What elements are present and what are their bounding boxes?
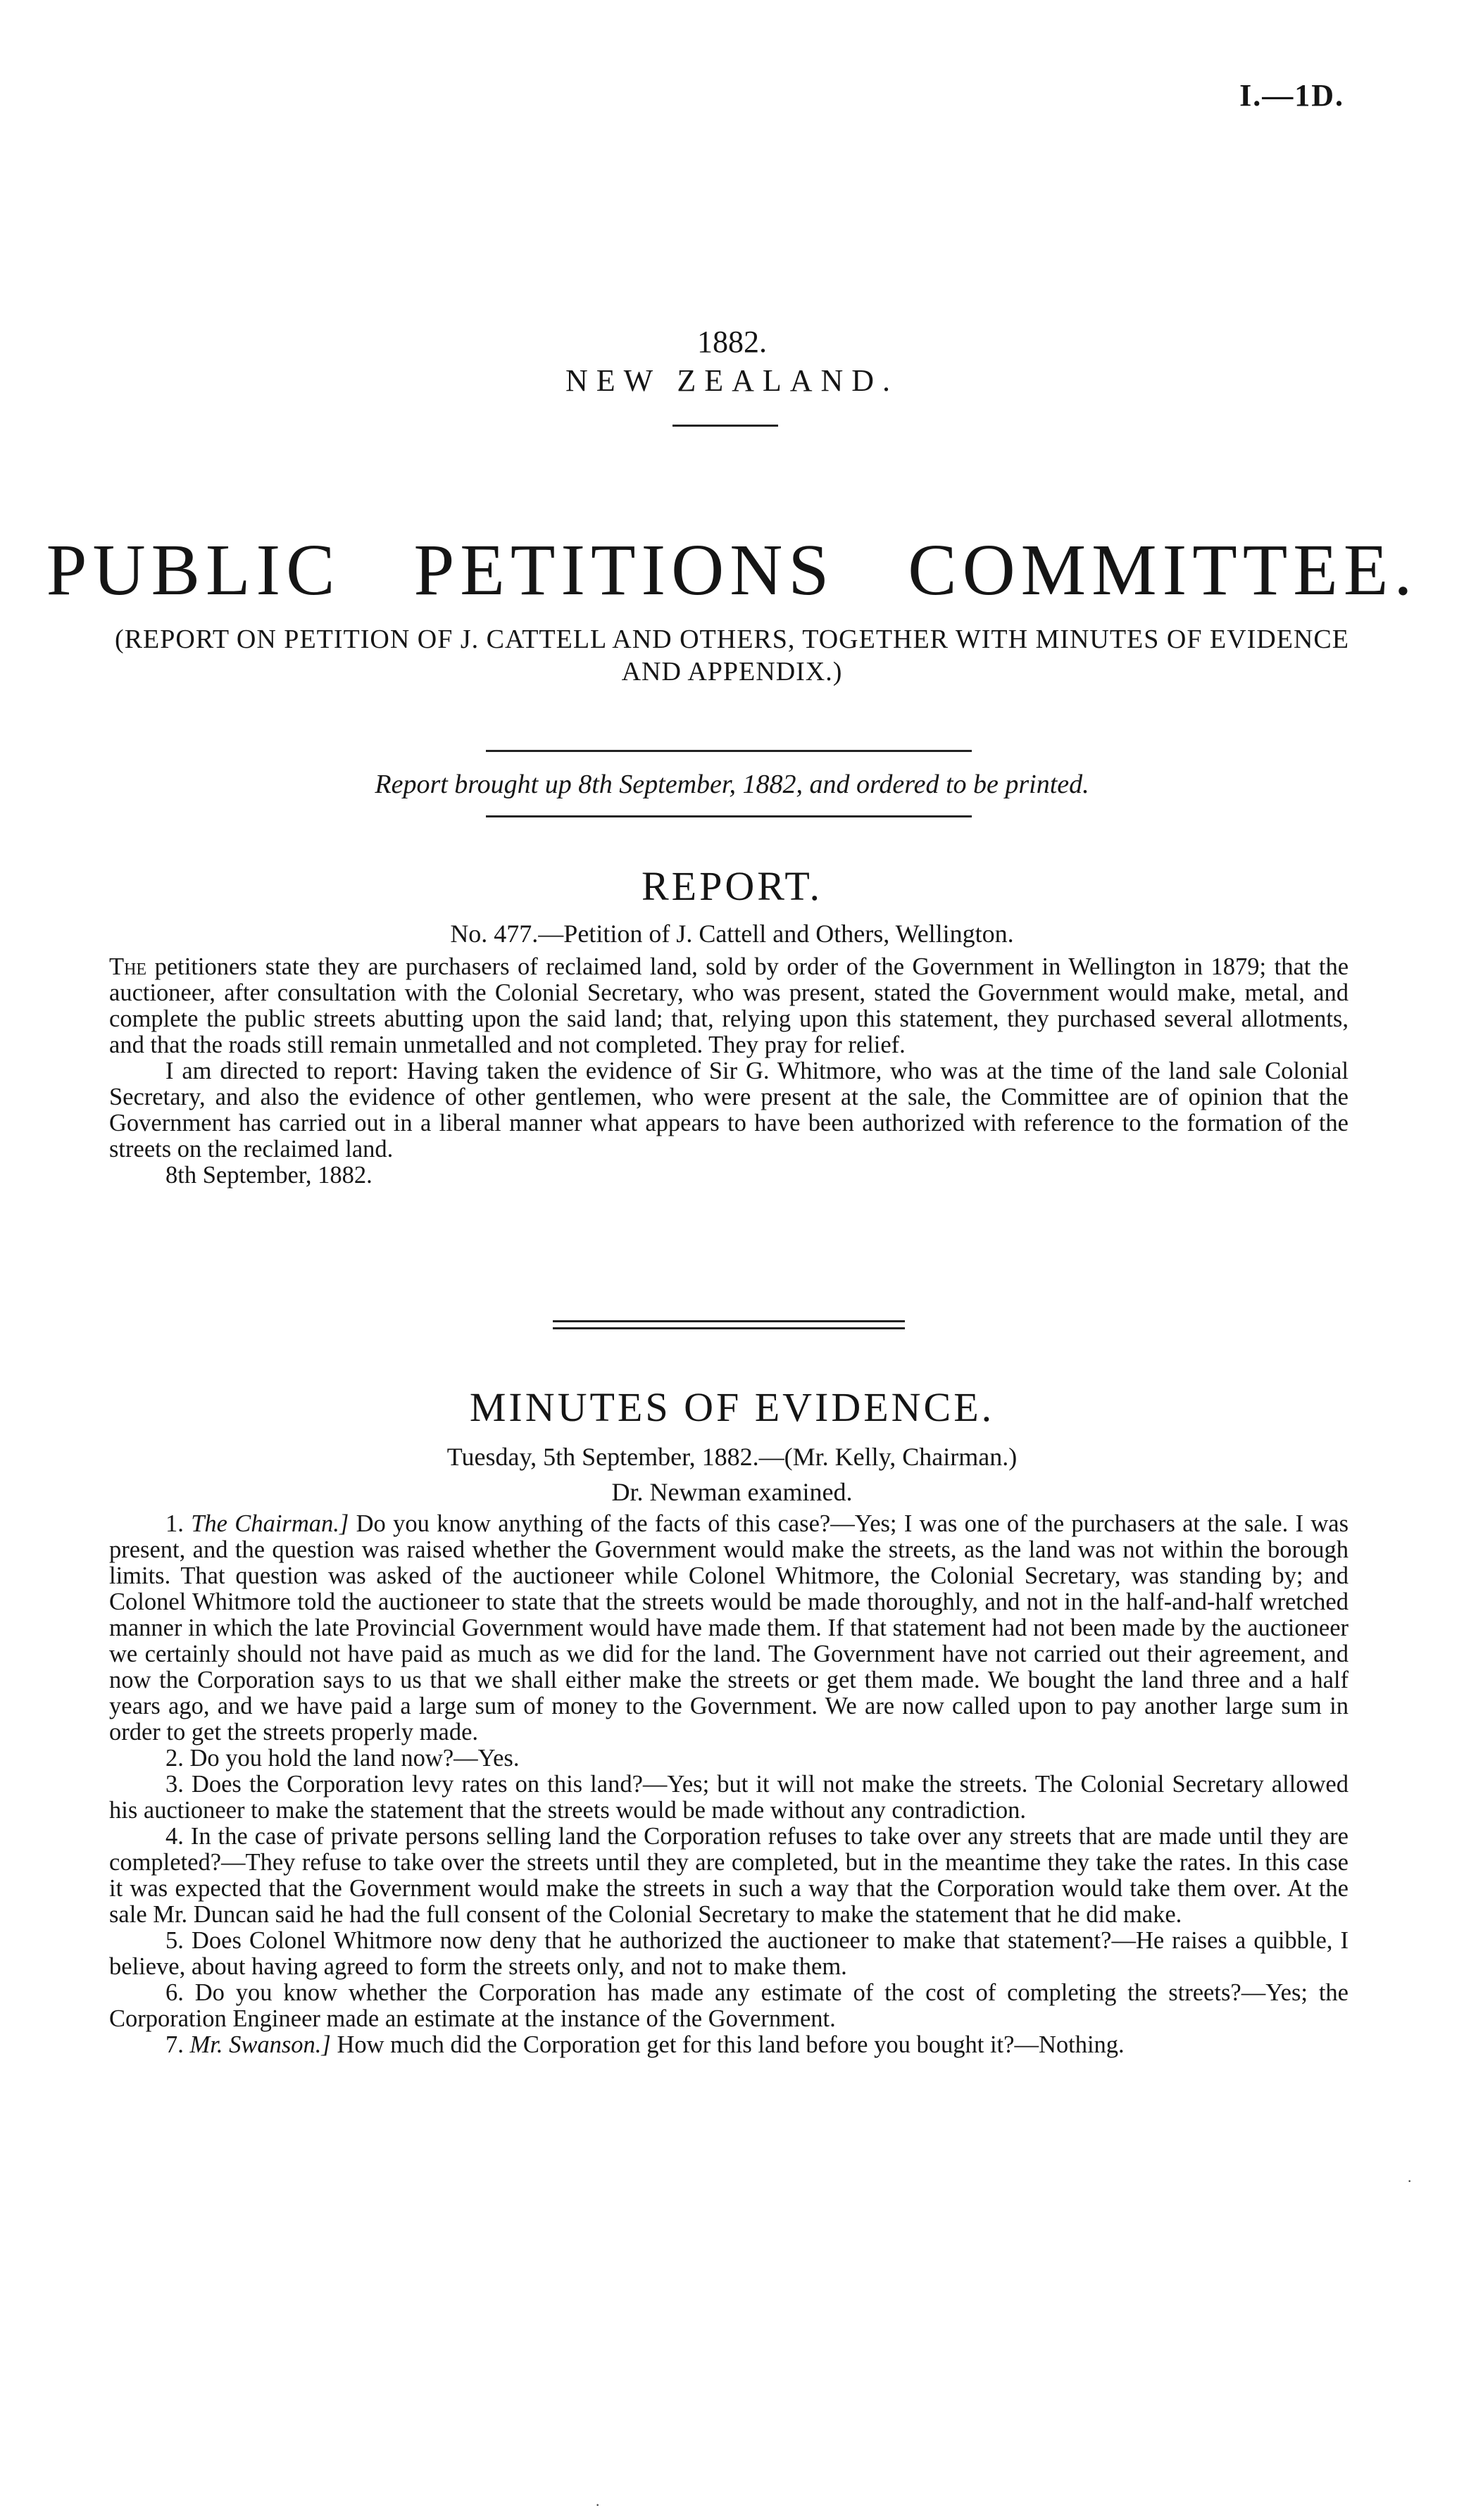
divider-report-bottom xyxy=(486,815,972,817)
petition-line-text: No. 477.—Petition of J. Cattell and Others, Wellington. xyxy=(450,920,1014,948)
question-1-speaker: The Chairman.] xyxy=(191,1510,349,1537)
minutes-heading: MINUTES OF EVIDENCE. xyxy=(469,1384,995,1430)
hearing-date-line: Tuesday, 5th September, 1882.—(Mr. Kelly, Chairman.) xyxy=(446,1443,1018,1471)
petition-line xyxy=(0,919,1464,948)
report-paragraph-1 xyxy=(109,954,1349,1058)
question-1-text: Do you know anything of the facts of this case?—Yes; I was one of the purchasers at the sale. I was present, and the question was raised whether the Government would make the streets, as the land was not within the borough limits. That question was asked of the auctioneer while Colonel Whitmore, the Colonial Secretary, was standing by; and Colonel Whitmore told the auctioneer to state that the streets would be made thoroughly, and not in the half-and-half wretched manner in which the late Provincial Government would have made them. If that statement had not been made by the auctioneer we certainly should not have paid as much as we did for the land. The Government have not carried out their agreement, and now the Corporation says to us that we shall either make the streets or get them made. We bought the land three and a half years ago, and we have paid a large sum of money to the Government. We are now called upon to pay another large sum in order to get the streets properly made. xyxy=(109,1510,1349,1745)
document-year: 1882. xyxy=(697,325,767,359)
report-paragraph-2: I am directed to report: Having taken the evidence of Sir G. Whitmore, who was at the time of the land sale Colonial Secretary, and also the evidence of other gentlemen, who were present at the sale, the Committee are of opinion that the Government has carried out in a liberal manner what appears to have been authorized with reference to the formation of the streets on the reclaimed land. xyxy=(109,1058,1349,1162)
document-subtitle: (REPORT ON PETITION OF J. CATTELL AND OTHERS, TOGETHER WITH MINUTES OF EVIDENCE AND APPENDIX.) xyxy=(115,625,1349,687)
minutes-body xyxy=(109,1511,1349,2058)
question-5: 5. Does Colonel Whitmore now deny that he authorized the auctioneer to make that statement?—He raises a quibble, I believe, about having agreed to form the streets only, and not to make them. xyxy=(109,1927,1349,1980)
section-divider xyxy=(553,1320,905,1329)
question-2: 2. Do you hold the land now?—Yes. xyxy=(165,1745,520,1772)
main-title: PUBLIC PETITIONS COMMITTEE. xyxy=(46,529,1418,610)
question-4: 4. In the case of private persons selling land the Corporation refuses to take over any streets that are made until they are completed?—They refuse to take over the streets until they are completed, but in the meantime they take the rates. In this case it was expected that the Government would make the streets in such a way that the Corporation would take them over. At the sale Mr. Duncan said he had the full consent of the Colonial Secretary to make the statement that he did make. xyxy=(109,1823,1349,1928)
report-heading: REPORT. xyxy=(641,863,823,909)
print-speck: · xyxy=(595,2496,601,2514)
report-paragraph-1-text: petitioners state they are purchasers of reclaimed land, sold by order of the Government in Wellington in 1879; that the auctioneer, after consultation with the Colonial Secretary, who was present, stated the Government would make, metal, and complete the public streets abutting upon the said land; that, relying upon this statement, they purchased several allotments, and that the roads still remain unmetalled and not completed. They pray for relief. xyxy=(109,953,1349,1058)
country-heading: NEW ZEALAND. xyxy=(565,363,899,398)
report-date: 8th September, 1882. xyxy=(165,1162,373,1189)
divider-report-top xyxy=(486,750,972,752)
question-6: 6. Do you know whether the Corporation has made any estimate of the cost of completing the streets?—Yes; the Corporation Engineer made an estimate at the instance of the Government. xyxy=(109,1979,1349,2032)
report-paragraph-lead: The xyxy=(109,953,147,980)
question-1: 1. The Chairman.] Do you know anything of the facts of this case?—Yes; I was one of the purchasers at the sale. I was present, and the question was raised whether the Government would make the streets, as the land was not within the borough limits. That question was asked of the auctioneer while Colonel Whitmore, the Colonial Secretary, was standing by; and Colonel Whitmore told the auctioneer to state that the streets would be made thoroughly, and not in the half-and-half wretched manner in which the late Provincial Government would have made them. If that statement had not been made by the auctioneer we certainly should not have paid as much as we did for the land. The Government have not carried out their agreement, and now the Corporation says to us that we shall either make the streets or get them made. We bought the land three and a half years ago, and we have paid a large sum of money to the Government. We are now called upon to pay another large sum in order to get the streets properly made. xyxy=(109,1510,1349,1745)
document-reference: I.—1D. xyxy=(1239,78,1344,113)
question-7: 7. Mr. Swanson.] How much did the Corporation get for this land before you bought it?—Nothing. xyxy=(165,2031,1125,2058)
divider-short xyxy=(672,425,778,427)
report-brought-up-line: Report brought up 8th September, 1882, and ordered to be printed. xyxy=(375,770,1089,799)
print-speck: · xyxy=(1407,2172,1413,2190)
question-7-text: How much did the Corporation get for this land before you bought it?—Nothing. xyxy=(337,2031,1125,2058)
question-7-speaker: Mr. Swanson.] xyxy=(189,2031,331,2058)
question-3: 3. Does the Corporation levy rates on this land?—Yes; but it will not make the streets. The Colonial Secretary allowed his auctioneer to make the statement that the streets would be made without any contradiction. xyxy=(109,1771,1349,1824)
witness-line: Dr. Newman examined. xyxy=(611,1478,853,1506)
report-body xyxy=(109,954,1349,1189)
